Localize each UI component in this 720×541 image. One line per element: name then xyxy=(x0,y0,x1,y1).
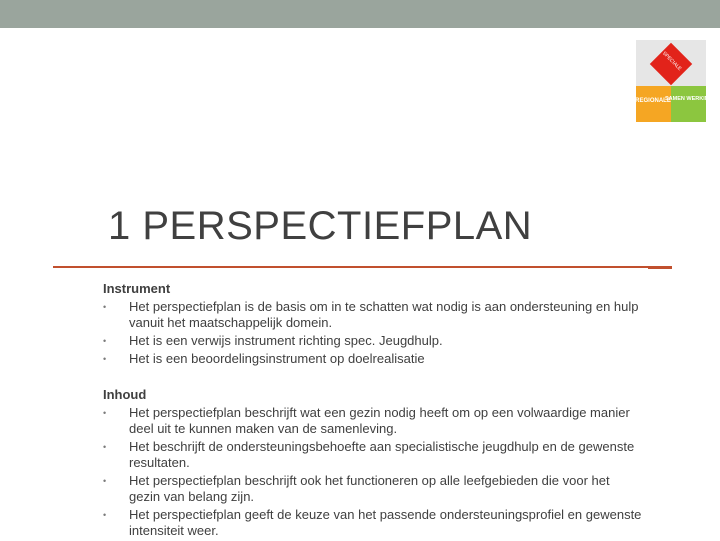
list-item xyxy=(103,333,643,349)
title-divider-tail xyxy=(648,268,672,269)
list-item xyxy=(103,299,643,331)
list-item xyxy=(103,439,643,471)
bullet-icon: • xyxy=(103,408,107,418)
logo-text-left: REGIONALE xyxy=(635,98,671,104)
bullet-icon: • xyxy=(103,442,107,452)
section-heading: Instrument xyxy=(103,281,171,296)
list-item-text: Het perspectiefplan beschrijft wat een gezin nodig heeft om op een volwaardige manier deel uit te kunnen maken van de samenleving. xyxy=(129,405,630,436)
bullet-list xyxy=(103,405,643,539)
bullet-icon: • xyxy=(103,510,107,520)
list-item-text: Het beschrijft de ondersteuningsbehoefte aan specialistische jeugdhulp en de gewenste resultaten. xyxy=(129,439,635,470)
top-bar xyxy=(0,0,720,28)
list-item xyxy=(103,507,643,539)
list-item-text: Het perspectiefplan geeft de keuze van het passende ondersteuningsprofiel en gewenste intensiteit weer. xyxy=(129,507,642,538)
logo-text-right: SAMEN WERKING xyxy=(665,96,713,102)
logo-text-top: SPECIALE xyxy=(660,50,683,73)
bullet-icon: • xyxy=(103,476,107,486)
bullet-list xyxy=(103,299,643,367)
title-divider xyxy=(53,266,672,268)
bullet-icon: • xyxy=(103,354,107,364)
list-item xyxy=(103,473,643,505)
list-item xyxy=(103,351,643,367)
slide-title: 1 PERSPECTIEFPLAN xyxy=(108,204,533,248)
section-inhoud xyxy=(103,387,643,541)
section-instrument xyxy=(103,281,643,369)
list-item-text: Het is een verwijs instrument richting spec. Jeugdhulp. xyxy=(129,333,443,348)
list-item-text: Het is een beoordelingsinstrument op doelrealisatie xyxy=(129,351,425,366)
regional-logo xyxy=(635,40,713,122)
list-item-text: Het perspectiefplan is de basis om in te schatten wat nodig is aan ondersteuning en hulp vanuit het maatschappelijk domein. xyxy=(129,299,639,330)
bullet-icon: • xyxy=(103,336,107,346)
list-item-text: Het perspectiefplan beschrijft ook het functioneren op alle leefgebieden die voor het gezin van belang zijn. xyxy=(129,473,610,504)
list-item xyxy=(103,405,643,437)
bullet-icon: • xyxy=(103,302,107,312)
section-heading: Inhoud xyxy=(103,387,147,402)
